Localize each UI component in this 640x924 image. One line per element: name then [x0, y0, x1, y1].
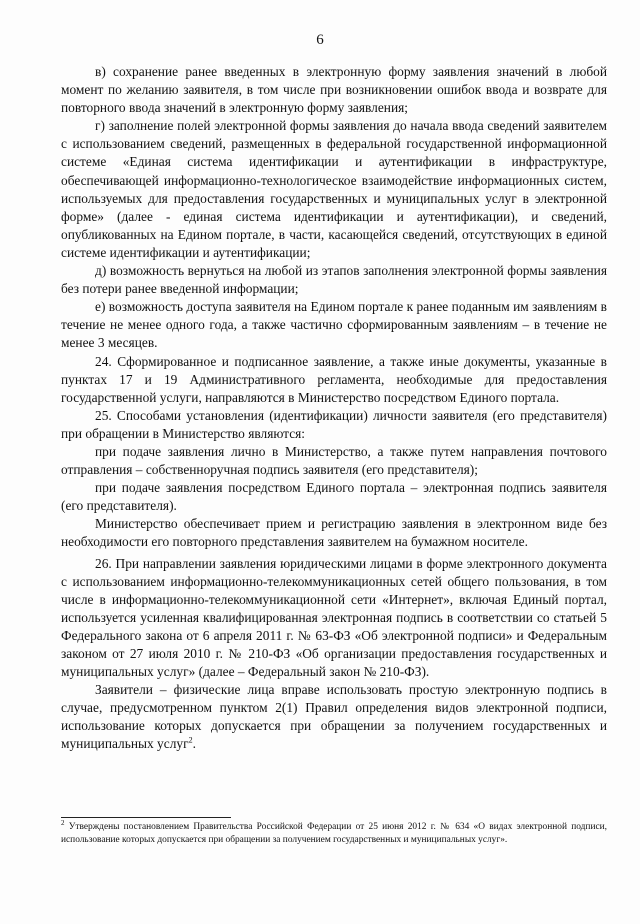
paragraph-24: 24. Сформированное и подписанное заявление, а также иные документы, указанные в пунктах 17 и 19 Административного регламента, необходимые для предоставления государственной услуги, направляются в Министерство посредством Единого портала. [61, 353, 607, 405]
paragraph-d: д) возможность вернуться на любой из этапов заполнения электронной формы заявления без потери ранее введенной информации; [61, 263, 607, 297]
paragraph-e: е) возможность доступа заявителя на Едином портале к ранее поданным им заявлениям в течение не менее одного года, а также частично сформированным заявлениям – в течение не менее 3 месяцев. [61, 299, 607, 351]
footnote-divider [61, 817, 231, 818]
footnote-reference: 2 [188, 736, 193, 745]
paragraph-applicants-text: Заявители – физические лица вправе использовать простую электронную подпись в случае, предусмотренном пунктом 2(1) Правил определения видов электронной подписи, использование которых допускается при обращении за получением государственных и муниципальных услуг [61, 682, 607, 752]
footnote [61, 818, 607, 846]
body-text [61, 63, 607, 754]
page-number: 6 [316, 32, 324, 48]
footnote-mark: 2 [61, 818, 65, 827]
footnote-text: Утверждены постановлением Правительства Российской Федерации от 25 июня 2012 г. № 634 «О видах электронной подписи, использование которых допускается при обращении за получением государственных и муниципальных услуг». [61, 822, 607, 845]
paragraph-v: в) сохранение ранее введенных в электронную форму заявления значений в любой момент по желанию заявителя, в том числе при возникновении ошибок ввода и возврате для повторного ввода значений в электронную форму заявления; [61, 64, 607, 116]
paragraph-g: г) заполнение полей электронной формы заявления до начала ввода сведений заявителем с использованием сведений, размещенных в федеральной государственной информационной системе «Единая система идентификации и аутентификации в инфраструктуре, обеспечивающей информационно-технологическое взаимодействие информационных систем, используемых для предоставления государственных и муниципальных услуг в электронной форме» (далее - единая система идентификации и аутентификации), и сведений, опубликованных на Едином портале, в части, касающейся сведений, отсутствующих в единой системе идентификации и аутентификации; [61, 118, 607, 260]
paragraph-applicants: Заявители – физические лица вправе использовать простую электронную подпись в случае, предусмотренном пунктом 2(1) Правил определения видов электронной подписи, использование которых допускается при обращении за получением государственных и муниципальных услуг$^2$. [61, 682, 607, 752]
paragraph-ministry: Министерство обеспечивает прием и регистрацию заявления в электронном виде без необходимости его повторного представления заявителем на бумажном носителе. [61, 516, 607, 550]
paragraph-25-in-person: при подаче заявления лично в Министерство, а также путем направления почтового отправления – собственноручная подпись заявителя (его представителя); [61, 443, 607, 478]
paragraph-26: 26. При направлении заявления юридическими лицами в форме электронного документа с использованием информационно-телекоммуникационных сетей общего пользования, в том числе в информационно-телекоммуникационной сети «Интернет», включая Единый портал, используется усиленная квалифицированная электронная подпись в соответствии со статьей 5 Федерального закона от 6 апреля 2011 г. № 63-ФЗ «Об электронной подписи» и Федеральным законом от 27 июля 2010 г. № 210-ФЗ «Об организации предоставления государственных и муниципальных услуг» (далее – Федеральный закон № 210-ФЗ). [61, 555, 607, 680]
paragraph-25-portal: при подаче заявления посредством Единого портала – электронная подпись заявителя (его представителя). [61, 480, 607, 514]
paragraph-25: 25. Способами установления (идентификации) личности заявителя (его представителя) при обращении в Министерство являются: [61, 407, 607, 441]
